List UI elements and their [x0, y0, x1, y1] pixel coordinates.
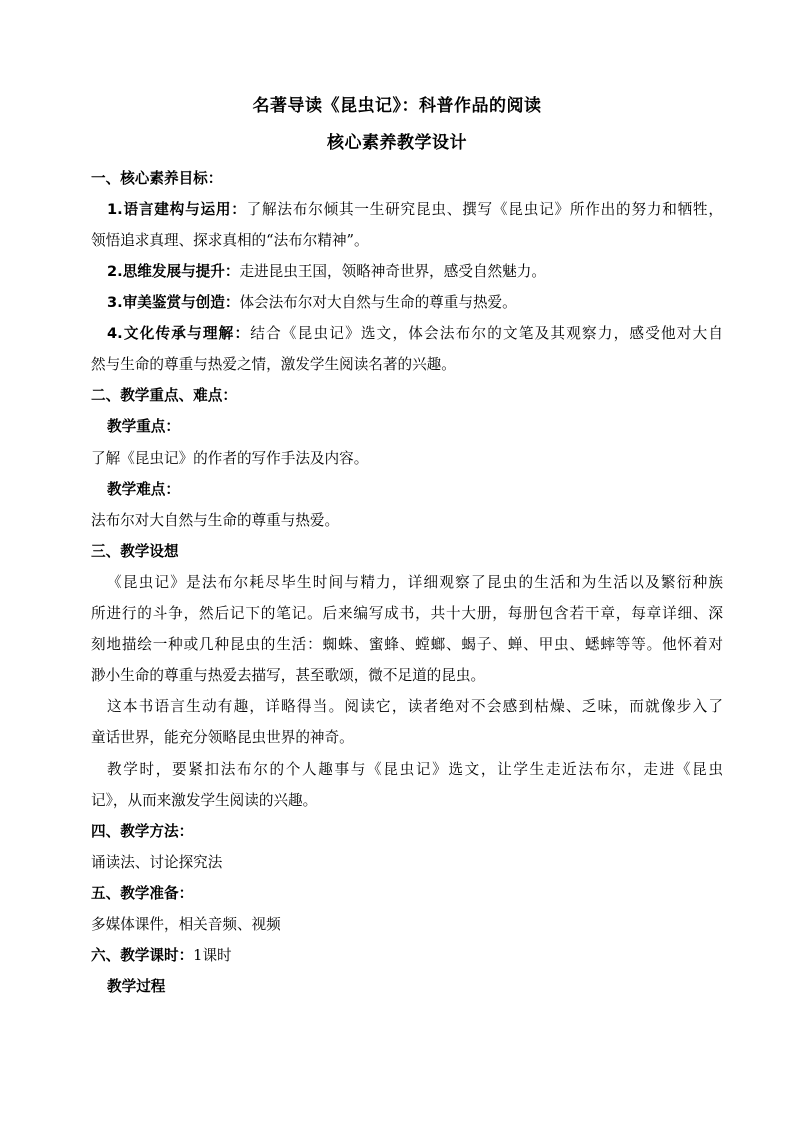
goal-4-text: 结合《昆虫记》选文，体会法布尔的文笔及其观察力，感受他对大自 [250, 325, 723, 342]
goal-3 [107, 293, 723, 313]
section-hours [91, 946, 723, 966]
teaching-process-heading: 教学过程 [107, 978, 166, 995]
goal-1-label: 1.语言建构与运用： [107, 201, 247, 218]
section-heading-key-points: 二、教学重点、难点： [91, 387, 237, 404]
methods-text: 诵读法、讨论探究法 [91, 854, 223, 871]
goal-4-line-2: 然与生命的尊重与热爱之情，激发学生阅读名著的兴趣。 [91, 356, 456, 373]
key-point-text: 了解《昆虫记》的作者的写作手法及内容。 [91, 450, 369, 467]
goal-3-text: 体会法布尔对大自然与生命的尊重与热爱。 [239, 294, 517, 311]
goal-4-line-1 [107, 324, 723, 344]
section-heading-preparation: 五、教学准备： [91, 885, 194, 902]
goal-2 [107, 262, 723, 282]
goal-4-label: 4.文化传承与理解： [107, 325, 251, 342]
section-heading-goals: 一、核心素养目标： [91, 170, 223, 187]
hours-heading: 六、教学课时： [91, 947, 194, 964]
goal-1-text: 了解法布尔倾其一生研究昆虫、撰写《昆虫记》所作出的努力和牺牲， [246, 201, 723, 218]
hours-text: 1课时 [193, 947, 232, 964]
section-heading-methods: 四、教学方法： [91, 823, 194, 840]
preparation-text: 多媒体课件，相关音频、视频 [91, 916, 281, 933]
concept-p1-line-1: 《昆虫记》是法布尔耗尽毕生时间与精力，详细观察了昆虫的生活和为生活以及繁衍种族 [107, 574, 723, 591]
concept-p3-line-2: 记》，从而来激发学生阅读的兴趣。 [91, 792, 318, 809]
concept-p1-line-4: 渺小生命的尊重与热爱去描写，甚至歌颂，微不足道的昆虫。 [91, 667, 486, 684]
section-heading-concept: 三、教学设想 [91, 543, 179, 560]
concept-p3-line-1: 教学时，要紧扣法布尔的个人趣事与《昆虫记》选文，让学生走近法布尔，走进《昆虫 [107, 761, 723, 778]
document-title: 名著导读《昆虫记》：科普作品的阅读 [252, 96, 542, 116]
goal-3-label: 3.审美鉴赏与创造： [107, 294, 240, 311]
goal-1-line-1 [107, 200, 723, 220]
goal-2-text: 走进昆虫王国，领略神奇世界，感受自然魅力。 [239, 263, 546, 280]
goal-2-label: 2.思维发展与提升： [107, 263, 240, 280]
difficulty-label: 教学难点： [107, 481, 180, 498]
key-point-label: 教学重点： [107, 418, 180, 435]
concept-p2-line-1: 这本书语言生动有趣，详略得当。阅读它，读者绝对不会感到枯燥、乏味，而就像步入了 [107, 698, 723, 715]
difficulty-text: 法布尔对大自然与生命的尊重与热爱。 [91, 512, 340, 529]
goal-1-line-2: 领悟追求真理、探求真相的“法布尔精神”。 [91, 232, 369, 249]
document-subtitle: 核心素养教学设计 [327, 133, 467, 153]
concept-p1-line-3: 刻地描绘一种或几种昆虫的生活：蜘蛛、蜜蜂、螳螂、蝎子、蝉、甲虫、蟋蟀等等。他怀着对 [91, 636, 723, 653]
concept-p1-line-2: 所进行的斗争，然后记下的笔记。后来编写成书，共十大册，每册包含若干章，每章详细、深 [91, 605, 723, 622]
concept-p2-line-2: 童话世界，能充分领略昆虫世界的神奇。 [91, 729, 354, 746]
